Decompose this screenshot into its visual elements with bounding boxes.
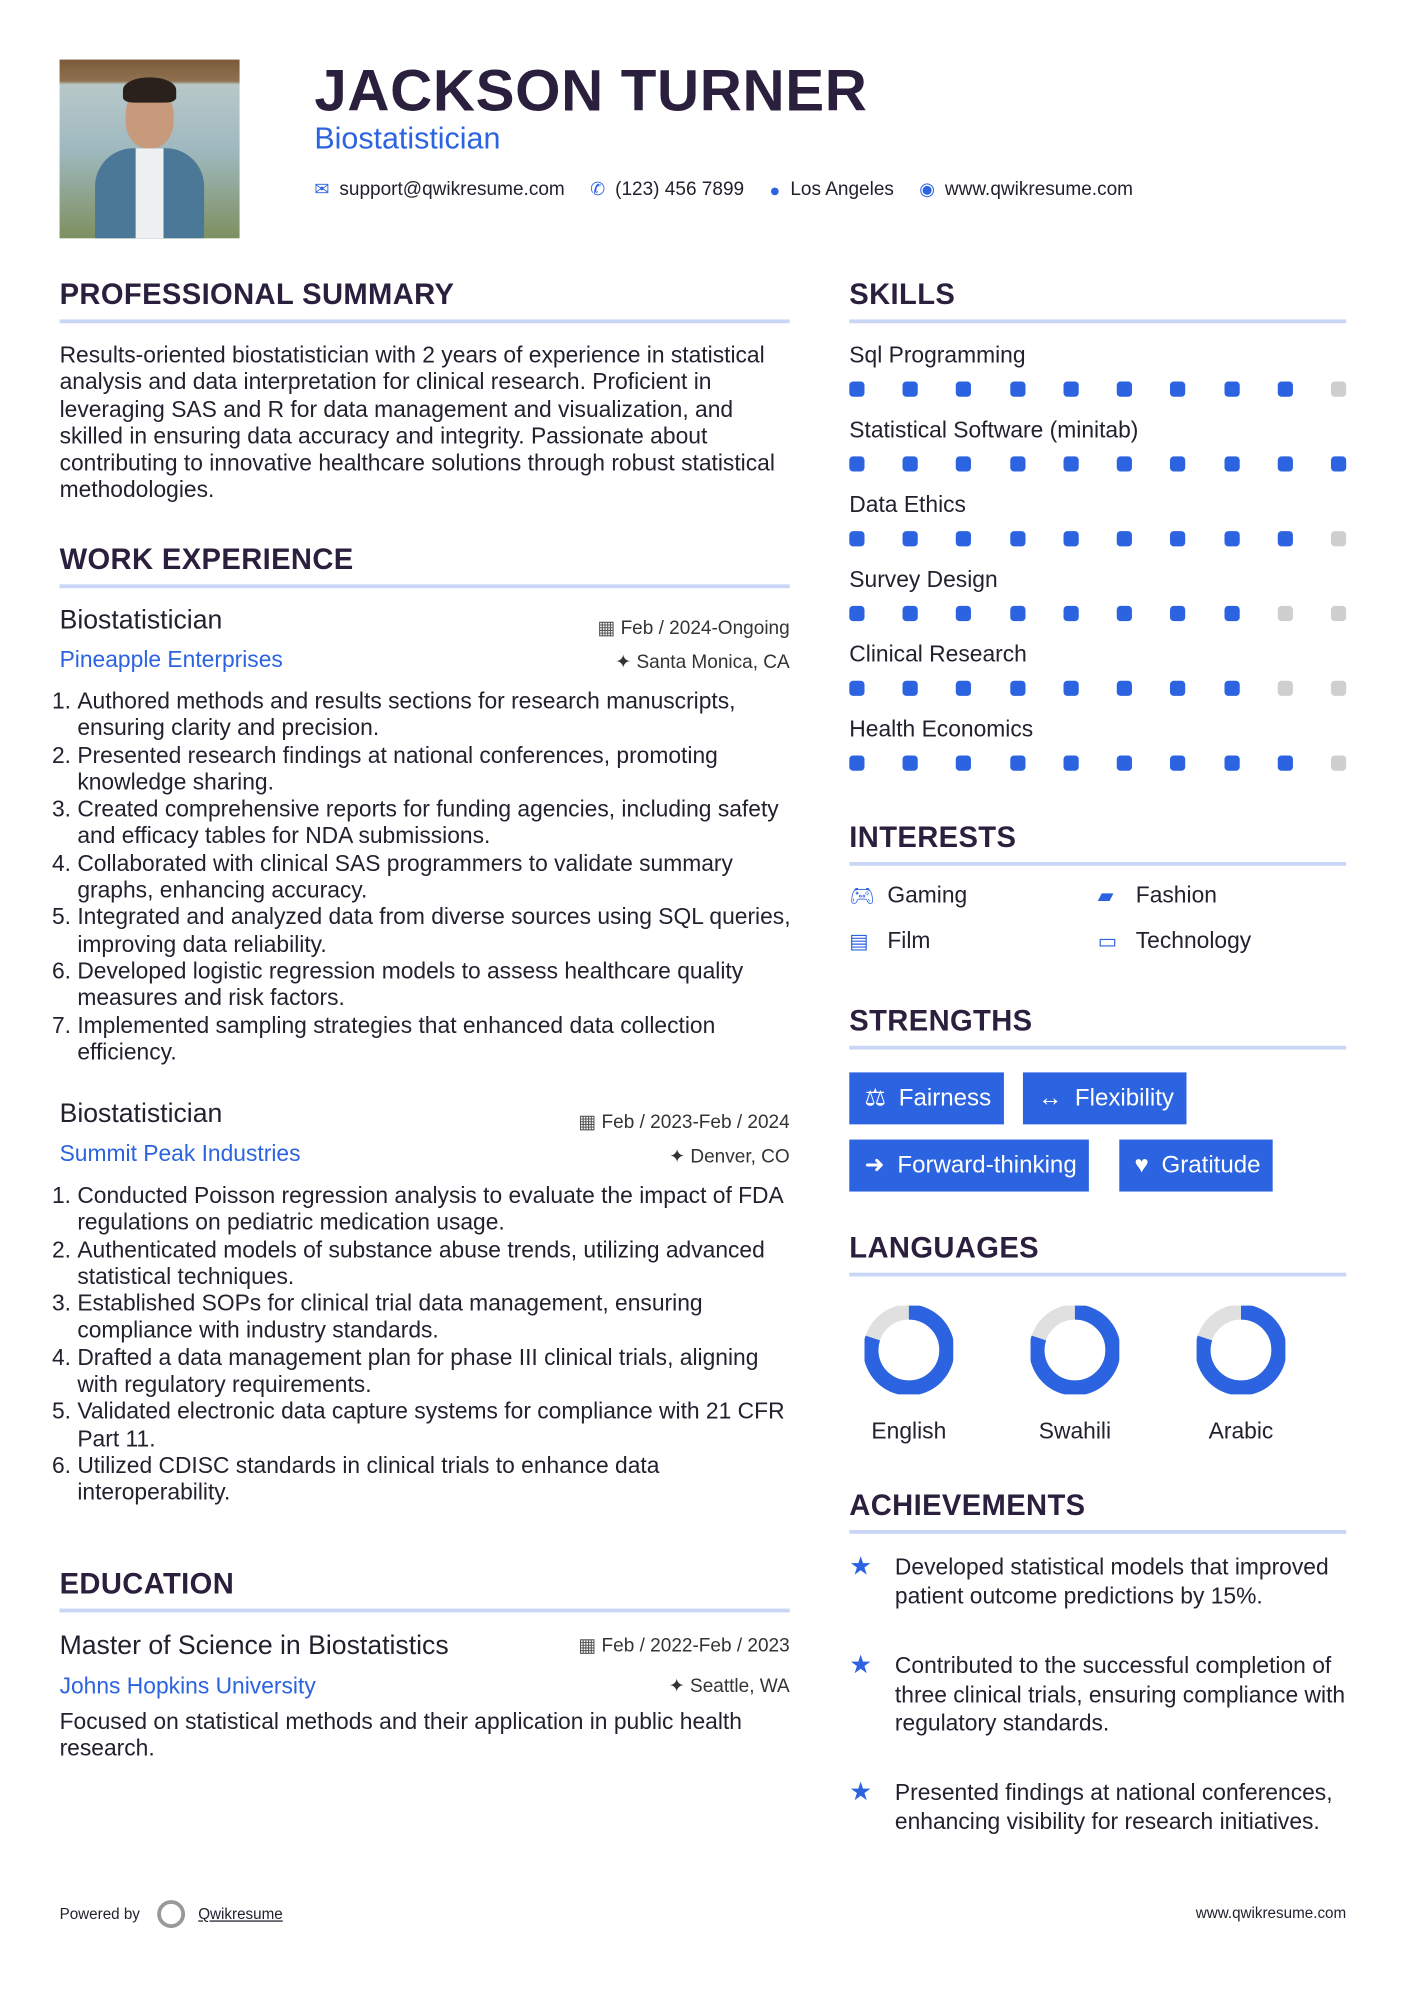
rating-dot [1117, 531, 1132, 546]
school: Johns Hopkins University [59, 1673, 316, 1699]
skill-name: Survey Design [849, 566, 998, 592]
rating-dot [849, 755, 864, 770]
rating-dot [1117, 382, 1132, 397]
list-item: 3. Created comprehensive reports for funding agencies, including safety and efficacy tables for NDA submissions. [77, 796, 794, 850]
strength-forward-thinking: ➜ Forward-thinking [849, 1140, 1089, 1192]
rating-dot [903, 531, 918, 546]
rating-dot [1277, 531, 1292, 546]
film-icon: ▤ [849, 931, 869, 953]
section-heading-education: EDUCATION [59, 1566, 235, 1600]
skill-rating [849, 606, 1346, 621]
rating-dot [1224, 755, 1239, 770]
divider [849, 1273, 1346, 1277]
job-1-company: Pineapple Enterprises [59, 646, 283, 672]
rating-dot [1170, 755, 1185, 770]
rating-dot [849, 382, 864, 397]
rating-dot [1117, 681, 1132, 696]
rating-dot [1224, 456, 1239, 471]
rating-dot [1117, 755, 1132, 770]
language-item [1005, 1306, 1144, 1445]
skill-name: Clinical Research [849, 641, 1027, 667]
language-name: Arabic [1208, 1418, 1274, 1444]
skill-name: Data Ethics [849, 491, 966, 518]
rating-dot [849, 681, 864, 696]
star-icon: ★ [849, 1778, 873, 1807]
rating-dot [903, 606, 918, 621]
job-1-title: Biostatistician [59, 605, 223, 636]
section-heading-languages: LANGUAGES [849, 1230, 1039, 1264]
rating-dot [1010, 606, 1025, 621]
list-item: 6. Developed logistic regression models to assess healthcare quality measures and risk factors. [77, 958, 794, 1012]
rating-dot [956, 531, 971, 546]
calendar-icon: ▦ [578, 1111, 602, 1134]
divider [60, 319, 790, 323]
section-heading-interests: INTERESTS [849, 820, 1017, 854]
language-donut [865, 1306, 954, 1395]
rating-dot [1331, 382, 1346, 397]
job-1-bullets [60, 688, 795, 1066]
arrow-right-icon: ➜ [864, 1152, 885, 1179]
degree: Master of Science in Biostatistics [59, 1631, 449, 1661]
strength-gratitude: ♥ Gratitude [1119, 1140, 1273, 1192]
skill-name: Statistical Software (minitab) [849, 417, 1139, 443]
skill-item [849, 342, 1346, 417]
rating-dot [1331, 456, 1346, 471]
rating-dot [1063, 531, 1078, 546]
rating-dot [1277, 382, 1292, 397]
rating-dot [1277, 456, 1292, 471]
pin-icon: ✦ [668, 1675, 691, 1698]
envelope-icon: ✉ [314, 178, 330, 200]
list-item: 2. Presented research findings at national conferences, promoting knowledge sharing. [77, 742, 794, 796]
rating-dot [956, 755, 971, 770]
rating-dot [1224, 681, 1239, 696]
globe-icon: ◉ [919, 178, 935, 200]
skill-rating [849, 456, 1346, 471]
rating-dot [1224, 531, 1239, 546]
profile-photo [60, 60, 240, 239]
strength-flexibility: ↔ Flexibility [1023, 1072, 1187, 1124]
laptop-icon: ▭ [1097, 931, 1117, 953]
gamepad-icon: 🎮︎ [849, 885, 876, 907]
language-item [1171, 1306, 1310, 1445]
rating-dot [849, 456, 864, 471]
rating-dot [1010, 681, 1025, 696]
divider [849, 1046, 1346, 1050]
skill-item [849, 641, 1346, 716]
website[interactable]: www.qwikresume.com [944, 178, 1133, 201]
education-date: ▦ Feb / 2022-Feb / 2023 [578, 1635, 790, 1657]
achievement-item: ★ Contributed to the successful completion of three clinical trials, ensuring compliance with regulatory standards. [849, 1651, 1346, 1736]
language-donut [1031, 1306, 1120, 1395]
list-item: 4. Collaborated with clinical SAS programmers to validate summary graphs, enhancing accuracy. [77, 850, 794, 904]
list-item: 5. Integrated and analyzed data from diverse sources using SQL queries, improving data reliability. [77, 904, 794, 958]
achievement-item: ★ Presented findings at national conferences, enhancing visibility for research initiatives. [849, 1778, 1333, 1834]
rating-dot [903, 681, 918, 696]
rating-dot [849, 531, 864, 546]
rating-dot [1010, 755, 1025, 770]
section-heading-strengths: STRENGTHS [849, 1003, 1033, 1037]
star-icon: ★ [849, 1552, 873, 1581]
section-heading-work: WORK EXPERIENCE [59, 542, 354, 576]
language-name: Swahili [1038, 1418, 1112, 1444]
job-2-date: ▦ Feb / 2023-Feb / 2024 [578, 1111, 790, 1134]
list-item: 1. Authored methods and results sections for research manuscripts, ensuring clarity and precision. [77, 688, 794, 742]
rating-dot [1170, 456, 1185, 471]
rating-dot [1277, 755, 1292, 770]
skill-item [849, 716, 1346, 791]
job-title: Biostatistician [314, 121, 501, 156]
interest-technology: ▭ Technology [1097, 927, 1252, 954]
brand-link[interactable]: Qwikresume [198, 1905, 283, 1923]
job-1-location: ✦ Santa Monica, CA [615, 651, 790, 674]
job-2-company: Summit Peak Industries [59, 1140, 301, 1167]
qwikresume-logo-icon [158, 1900, 186, 1928]
list-item: 2. Authenticated models of substance abuse trends, utilizing advanced statistical techniques. [77, 1237, 794, 1291]
job-2-title: Biostatistician [59, 1099, 223, 1129]
interest-fashion: ▰ Fashion [1097, 882, 1217, 908]
divider [849, 862, 1346, 866]
phone-icon: ✆ [590, 178, 605, 200]
rating-dot [956, 606, 971, 621]
rating-dot [956, 382, 971, 397]
rating-dot [1331, 531, 1346, 546]
rating-dot [1063, 606, 1078, 621]
language-item [839, 1306, 978, 1445]
pin-icon: ✦ [669, 1145, 691, 1168]
list-item: 3. Established SOPs for clinical trial data management, ensuring compliance with industry standards. [77, 1291, 794, 1345]
list-item: 4. Drafted a data management plan for phase III clinical trials, aligning with regulatory requirements. [77, 1345, 794, 1399]
email[interactable]: support@qwikresume.com [339, 178, 565, 201]
list-item: 1. Conducted Poisson regression analysis to evaluate the impact of FDA regulations on pediatric medication usage. [77, 1183, 794, 1237]
rating-dot [903, 755, 918, 770]
calendar-icon: ▦ [597, 617, 621, 639]
rating-dot [1063, 681, 1078, 696]
rating-dot [1224, 606, 1239, 621]
shopping-bag-icon: ▰ [1097, 885, 1114, 907]
rating-dot [1277, 681, 1292, 696]
summary-text: Results-oriented biostatistician with 2 years of experience in statistical analysis and data interpretation for clinical research. Proficient in leveraging SAS and R for data management and visualization, and skilled in ensuring data accuracy and integrity. Passionate about contributing to innovative healthcare solutions through robust statistical methodologies. [59, 342, 775, 503]
rating-dot [1170, 531, 1185, 546]
section-heading-summary: PROFESSIONAL SUMMARY [59, 277, 455, 311]
rating-dot [956, 456, 971, 471]
rating-dot [1170, 681, 1185, 696]
rating-dot [1331, 681, 1346, 696]
rating-dot [1277, 606, 1292, 621]
heart-icon: ♥ [1134, 1151, 1149, 1179]
star-icon: ★ [849, 1651, 873, 1680]
job-2-location: ✦ Denver, CO [669, 1145, 790, 1168]
rating-dot [1063, 456, 1078, 471]
rating-dot [903, 382, 918, 397]
skill-name: Sql Programming [849, 342, 1026, 368]
rating-dot [1063, 755, 1078, 770]
list-item: 6. Utilized CDISC standards in clinical trials to enhance data interoperability. [77, 1453, 794, 1507]
skill-rating [849, 531, 1346, 546]
footer-site[interactable]: www.qwikresume.com [1195, 1903, 1347, 1922]
interest-gaming: 🎮︎ Gaming [849, 882, 968, 908]
language-donut [1197, 1306, 1286, 1395]
divider [849, 319, 1346, 323]
pin-icon: ✦ [615, 651, 637, 674]
divider [60, 584, 790, 588]
powered-by-label: Powered by [59, 1905, 140, 1923]
list-item: 5. Validated electronic data capture systems for compliance with 21 CFR Part 11. [77, 1399, 794, 1453]
rating-dot [1224, 382, 1239, 397]
contact-bar [314, 179, 1133, 201]
location: Los Angeles [790, 178, 894, 201]
section-heading-skills: SKILLS [849, 277, 956, 311]
rating-dot [1331, 606, 1346, 621]
candidate-name: JACKSON TURNER [314, 57, 868, 123]
job-2-bullets [60, 1183, 795, 1507]
education-location: ✦ Seattle, WA [668, 1675, 790, 1698]
skill-item [849, 492, 1346, 567]
list-item: 7. Implemented sampling strategies that enhanced data collection efficiency. [77, 1012, 794, 1066]
rating-dot [1010, 456, 1025, 471]
rating-dot [1170, 606, 1185, 621]
rating-dot [903, 456, 918, 471]
rating-dot [1010, 382, 1025, 397]
divider [60, 1609, 790, 1613]
rating-dot [1117, 456, 1132, 471]
rating-dot [1117, 606, 1132, 621]
job-1-date: ▦ Feb / 2024-Ongoing [597, 617, 790, 639]
rating-dot [1170, 382, 1185, 397]
strength-fairness: ⚖ Fairness [849, 1072, 1004, 1124]
rating-dot [1331, 755, 1346, 770]
rating-dot [1010, 531, 1025, 546]
languages-list [839, 1306, 1346, 1445]
skill-item [849, 567, 1346, 642]
education-text: Focused on statistical methods and their application in public health research. [59, 1708, 742, 1762]
calendar-icon: ▦ [578, 1635, 602, 1657]
language-name: English [871, 1418, 947, 1444]
balance-scale-icon: ⚖ [864, 1085, 887, 1112]
rating-dot [849, 606, 864, 621]
phone: (123) 456 7899 [615, 178, 745, 201]
rating-dot [956, 681, 971, 696]
interest-film: ▤ Film [849, 927, 931, 954]
achievement-item: ★ Developed statistical models that improved patient outcome predictions by 15%. [849, 1552, 1329, 1608]
map-marker-icon: ● [769, 179, 781, 200]
skill-name: Health Economics [849, 716, 1034, 742]
rating-dot [1063, 382, 1078, 397]
skill-rating [849, 382, 1346, 397]
footer-powered [60, 1900, 283, 1928]
skill-rating [849, 755, 1346, 770]
divider [849, 1530, 1346, 1534]
skill-item [849, 417, 1346, 492]
section-heading-achievements: ACHIEVEMENTS [849, 1488, 1086, 1522]
skill-rating [849, 681, 1346, 696]
skills-list [849, 342, 1346, 791]
arrows-h-icon: ↔ [1038, 1084, 1063, 1112]
